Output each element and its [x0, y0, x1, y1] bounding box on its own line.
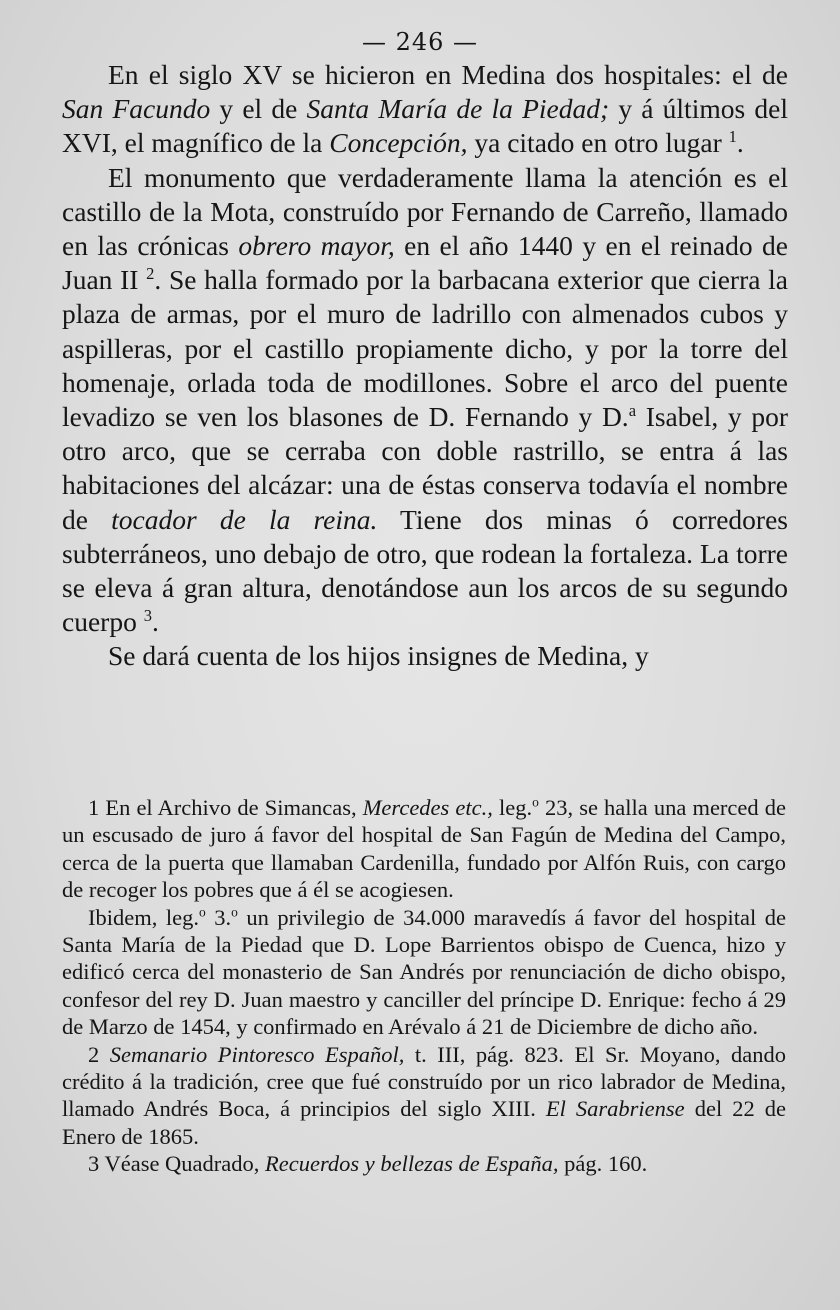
italic-obrero-mayor: obrero mayor, [238, 230, 395, 262]
italic-tocador: tocador de la reina. [111, 503, 378, 535]
italic-santa-maria: Santa María de la Piedad; [306, 93, 610, 125]
paragraph-3: Se dará cuenta de los hijos insignes de Medina, y [108, 640, 649, 672]
footnote-1-continued: Ibidem, leg.$^o$ 3.$^o$ un privilegio de 34.000 maravedís á favor del hospital de Santa María de la Piedad que D. Lope Barrientos obispo de Cuenca, hizo y edificó cerca del monasterio de San Andrés por renunciación de dicho obispo, confesor del rey D. Juan maestro y canciller del príncipe D. Enrique: fecho á 29 de Marzo de 1454, y confirmado en Arévalo á 21 de Diciembre de dicho año. [62, 904, 786, 1040]
footnote-2: 2 Semanario Pintoresco Español, t. III, pág. 823. El Sr. Moyano, dando crédito á la tradición, cree que fué construído por un rico labrador de Medina, llamado Andrés Boca, á principios del siglo XIII. El Sarabriense del 22 de Enero de 1865. [62, 1041, 787, 1149]
footnote-number: 1 [88, 795, 100, 820]
footnote-3: 3 Véase Quadrado, Recuerdos y bellezas de España, pág. 160. [88, 1151, 648, 1177]
footnote-ref-2: 2 [146, 264, 155, 284]
paragraph-2: El monumento que verdaderamente llama la atención es el castillo de la Mota, construído por Fernando de Carreño, llamado en las crónicas obrero mayor, en el año 1440 y en el reinado de Juan II $^2$. Se halla formado por la barbacana exterior que cierra la plaza de armas, por el muro de ladrillo con almenados cubos y aspilleras, por el castillo propiamente dicho, y por la torre del homenaje, orlada toda de modillones. Sobre el arco del puente levadizo se ven los blasones de D. Fernando y D.$^a$ Isabel, y por otro arco, que se cerraba con doble rastrillo, se entra á las habitaciones del alcázar: una de éstas conserva todavía el nombre de tocador de la reina. Tiene dos minas ó corredores subterráneos, uno debajo de otro, que rodean la fortaleza. La torre se eleva á gran altura, denotándose aun los arcos de su segundo cuerpo $^3$. [62, 161, 788, 638]
footnote-1: 1 En el Archivo de Simancas, Mercedes etc., leg.$^o$ 23, se halla una merced de un escusado de juro á favor del hospital de San Fagún de Medina del Campo, cerca de la puerta que llamaban Cardenilla, fundado por Alfón Ruis, con cargo de recoger los pobres que á él se acogiesen. [62, 794, 786, 903]
footnote-ref-3: 3 [143, 606, 152, 626]
main-text [62, 58, 788, 674]
footnote-ref-1: 1 [728, 127, 737, 147]
page-number: — 246 — [361, 28, 479, 56]
footnotes [62, 794, 786, 1178]
footnote-number: 2 [88, 1041, 100, 1067]
paragraph-1: En el siglo XV se hicieron en Medina dos hospitales: el de San Facundo y el de Santa María de la Piedad; y á últimos del XVI, el magnífico de la Concepción, ya citado en otro lugar $^1$. [62, 59, 788, 159]
italic-san-facundo: San Facundo [62, 93, 211, 125]
superscript-a: a [628, 400, 637, 420]
footnote-number: 3 [88, 1151, 100, 1177]
italic-concepcion: Concepción, [329, 127, 468, 159]
